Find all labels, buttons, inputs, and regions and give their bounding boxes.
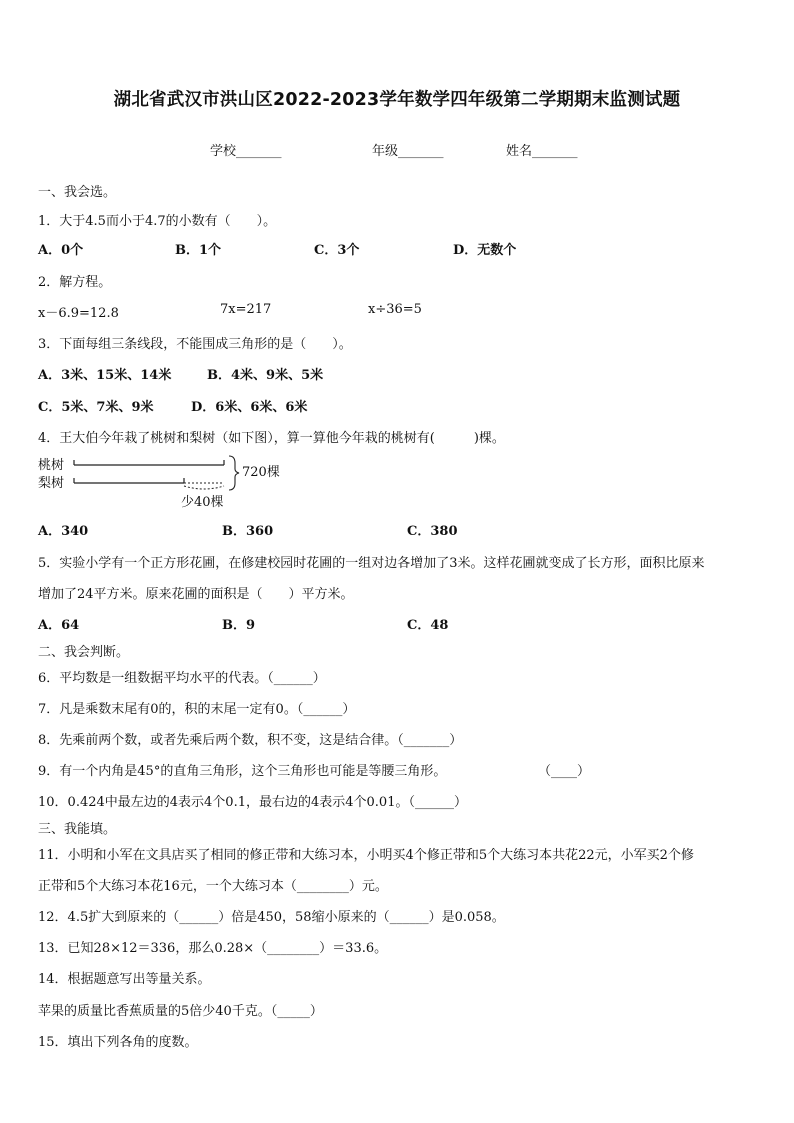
peach-tree-label: 桃树 <box>38 458 65 473</box>
q3-option-b: B．4米、9米、5米 <box>207 368 324 383</box>
question-14-statement: 苹果的质量比香蕉质量的5倍少40千克。（_____） <box>38 1004 323 1019</box>
question-4: 4．王大伯今年栽了桃树和梨树（如下图），算一算他今年栽的桃树有( )棵。 <box>38 431 505 446</box>
total-label: 720棵 <box>242 465 280 480</box>
q4-option-b: B．360 <box>222 524 274 539</box>
q4-option-a: A．340 <box>38 524 89 539</box>
q2-equation-1: x－6.9=12.8 <box>38 306 119 321</box>
question-9: 9．有一个内角是45°的直角三角形，这个三角形也可能是等腰三角形。 <box>38 764 447 779</box>
question-5-line-2: 增加了24平方米。原来花圃的面积是（ ）平方米。 <box>38 587 354 602</box>
question-8: 8．先乘前两个数，或者先乘后两个数，积不变，这是结合律。（_______） <box>38 733 463 748</box>
question-6: 6．平均数是一组数据平均水平的代表。（______） <box>38 671 326 686</box>
q5-option-a: A．64 <box>38 618 80 633</box>
q1-option-c: C．3个 <box>314 243 360 258</box>
q1-option-a: A．0个 <box>38 243 84 258</box>
q2-equation-2: 7x=217 <box>220 302 272 317</box>
q1-option-b: B．1个 <box>175 243 222 258</box>
name-field: 姓名_______ <box>506 144 578 159</box>
q3-option-c: C．5米、7米、9米 <box>38 400 154 415</box>
q3-option-a: A．3米、15米、14米 <box>38 368 172 383</box>
section-heading-1: 一、我会选。 <box>38 185 117 200</box>
question-3: 3．下面每组三条线段，不能围成三角形的是（ ）。 <box>38 337 352 352</box>
grade-field: 年级_______ <box>372 144 444 159</box>
question-13: 13．已知28×12＝336，那么0.28×（________）＝33.6。 <box>38 941 388 956</box>
question-15: 15．填出下列各角的度数。 <box>38 1035 198 1050</box>
section-heading-3: 三、我能填。 <box>38 822 117 837</box>
difference-label: 少40棵 <box>181 495 224 510</box>
tree-line-diagram <box>36 452 296 512</box>
page-title: 湖北省武汉市洪山区2022-2023学年数学四年级第二学期期末监测试题 <box>113 90 681 110</box>
question-11-line-1: 11．小明和小军在文具店买了相同的修正带和大练习本，小明买4个修正带和5个大练习本共花22元，小军买2个修 <box>38 848 694 863</box>
q3-option-d: D．6米、6米、6米 <box>191 400 308 415</box>
school-field: 学校_______ <box>210 144 282 159</box>
question-1: 1．大于4.5而小于4.7的小数有（ ）。 <box>38 214 277 229</box>
question-10: 10．0.424中最左边的4表示4个0.1，最右边的4表示4个0.01。（______） <box>38 795 467 810</box>
q5-option-b: B．9 <box>222 618 256 633</box>
q5-option-c: C．48 <box>407 618 449 633</box>
question-14: 14．根据题意写出等量关系。 <box>38 972 211 987</box>
question-12: 12．4.5扩大到原来的（______）倍是450，58缩小原来的（______）是0.058。 <box>38 910 505 925</box>
question-7: 7．凡是乘数末尾有0的，积的末尾一定有0。（______） <box>38 702 356 717</box>
q2-equation-3: x÷36=5 <box>368 302 422 317</box>
question-2: 2．解方程。 <box>38 275 112 290</box>
question-11-line-2: 正带和5个大练习本花16元，一个大练习本（________）元。 <box>38 879 388 894</box>
q4-option-c: C．380 <box>407 524 458 539</box>
question-5-line-1: 5．实验小学有一个正方形花圃，在修建校园时花圃的一组对边各增加了3米。这样花圃就变成了长方形，面积比原来 <box>38 556 705 571</box>
q9-answer-blank: （____） <box>538 764 591 779</box>
q1-option-d: D．无数个 <box>453 243 517 258</box>
pear-tree-label: 梨树 <box>38 476 65 491</box>
section-heading-2: 二、我会判断。 <box>38 645 130 660</box>
